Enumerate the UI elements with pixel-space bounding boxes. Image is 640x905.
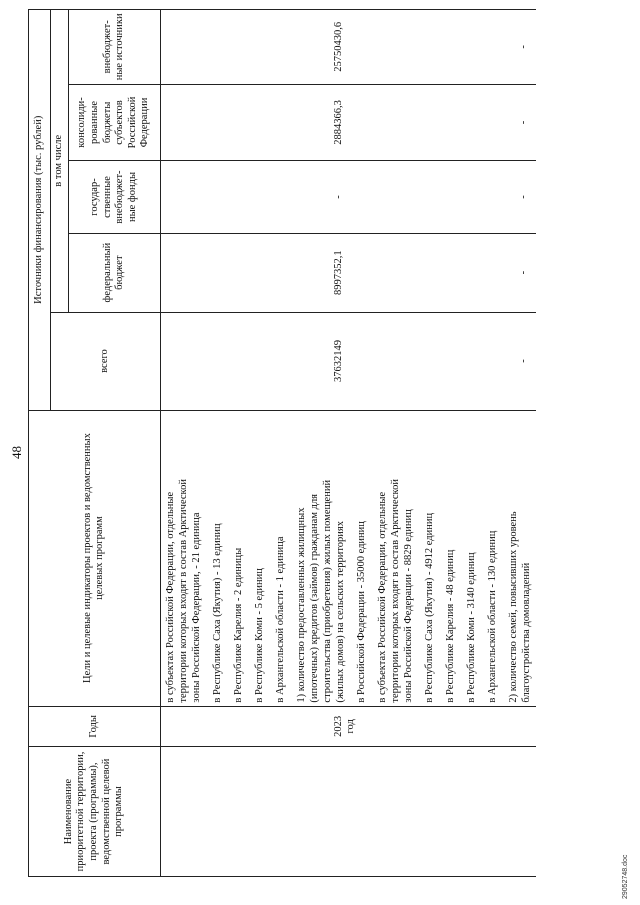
- year-cell: [160, 706, 536, 746]
- indicator-line: 1) количество предоставленных жилищных: [295, 507, 307, 703]
- indicator-line: строительства (приобретения) жилых помещений: [321, 479, 333, 703]
- indicator-line: территории которых входят в состав Арктической: [177, 479, 189, 703]
- indicator-line: территории которых входят в состав Арктической: [389, 479, 401, 703]
- regional-cell: [160, 84, 536, 161]
- indicator-line: зоны Российской Федерации, - 21 единица: [190, 512, 202, 703]
- federal-value-2: -: [517, 270, 529, 275]
- funding-table: [28, 9, 536, 877]
- footer-code: 29052748.doc: [622, 854, 629, 899]
- header-indicators: Цели и целевые индикаторы проектов и ведомственных целевых программ: [29, 410, 161, 706]
- indicator-line: в субъектах Российской Федерации, отдельные: [376, 491, 388, 703]
- header-federal: федеральный бюджет: [68, 233, 160, 312]
- offbudget-state-value-2: -: [517, 195, 529, 199]
- total-cell: [160, 312, 536, 410]
- header-years: Годы: [29, 706, 161, 746]
- page-number: 48: [9, 446, 24, 459]
- offbudget-state-cell: [160, 161, 536, 233]
- indicator-line: в субъектах Российской Федерации, отдельные: [164, 491, 176, 703]
- indicator-line: в Республике Карелия - 48 единиц: [444, 549, 456, 703]
- total-value: 37632149: [332, 340, 344, 383]
- offbudget-value-2: -: [517, 45, 529, 49]
- year-label: 2023 год: [332, 715, 357, 737]
- indicator-line: в Республике Саха (Якутия) - 13 единиц: [211, 523, 223, 703]
- regional-value-2: -: [517, 120, 529, 125]
- federal-value: 8997352,1: [332, 250, 344, 295]
- indicator-line: 2) количество семей, повысивших уровень: [507, 511, 519, 703]
- header-territory: Наименование приоритетной территории, проекта (программы), ведомственной целевой программы: [29, 747, 161, 877]
- offbudget-state-value: -: [332, 195, 344, 199]
- indicator-cell: [160, 410, 536, 706]
- indicator-line: зоны Российской Федерации - 8829 единиц: [402, 509, 414, 703]
- indicator-line: в Республике Коми - 5 единиц: [253, 568, 265, 703]
- indicator-line: благоустройства домовладений: [520, 562, 532, 703]
- federal-cell: [160, 233, 536, 312]
- indicator-line: (жилых домов) на сельских территориях: [334, 521, 346, 703]
- regional-value: 2884366,3: [332, 100, 344, 145]
- header-total: всего: [51, 312, 161, 410]
- indicator-line: в Республике Саха (Якутия) - 4912 единиц: [423, 512, 435, 703]
- indicator-line: в Республике Карелия - 2 единицы: [232, 547, 244, 703]
- indicator-line: в Республике Коми - 3140 единиц: [465, 552, 477, 703]
- offbudget-cell: [160, 10, 536, 85]
- header-offbudget: внебюджет-ные источники: [68, 10, 160, 85]
- total-value-2: -: [517, 359, 529, 363]
- header-regional: консолиди-рованные бюджеты субъектов Российской Федерации: [68, 84, 160, 161]
- offbudget-value: 25750430,6: [332, 21, 344, 72]
- territory-cell: [160, 747, 536, 877]
- header-including: в том числе: [51, 10, 69, 313]
- indicator-line: (ипотечных) кредитов (займов) гражданам для: [308, 493, 320, 703]
- indicator-line: в Архангельской области - 130 единиц: [486, 530, 498, 703]
- header-offbudget-state: государ-ственные внебюджет-ные фонды: [68, 161, 160, 233]
- indicator-line: в Российской Федерации - 35000 единиц: [355, 521, 367, 703]
- indicator-line: в Архангельской области - 1 единица: [274, 536, 286, 703]
- header-funding: Источники финансирования (тыс. рублей): [29, 10, 51, 411]
